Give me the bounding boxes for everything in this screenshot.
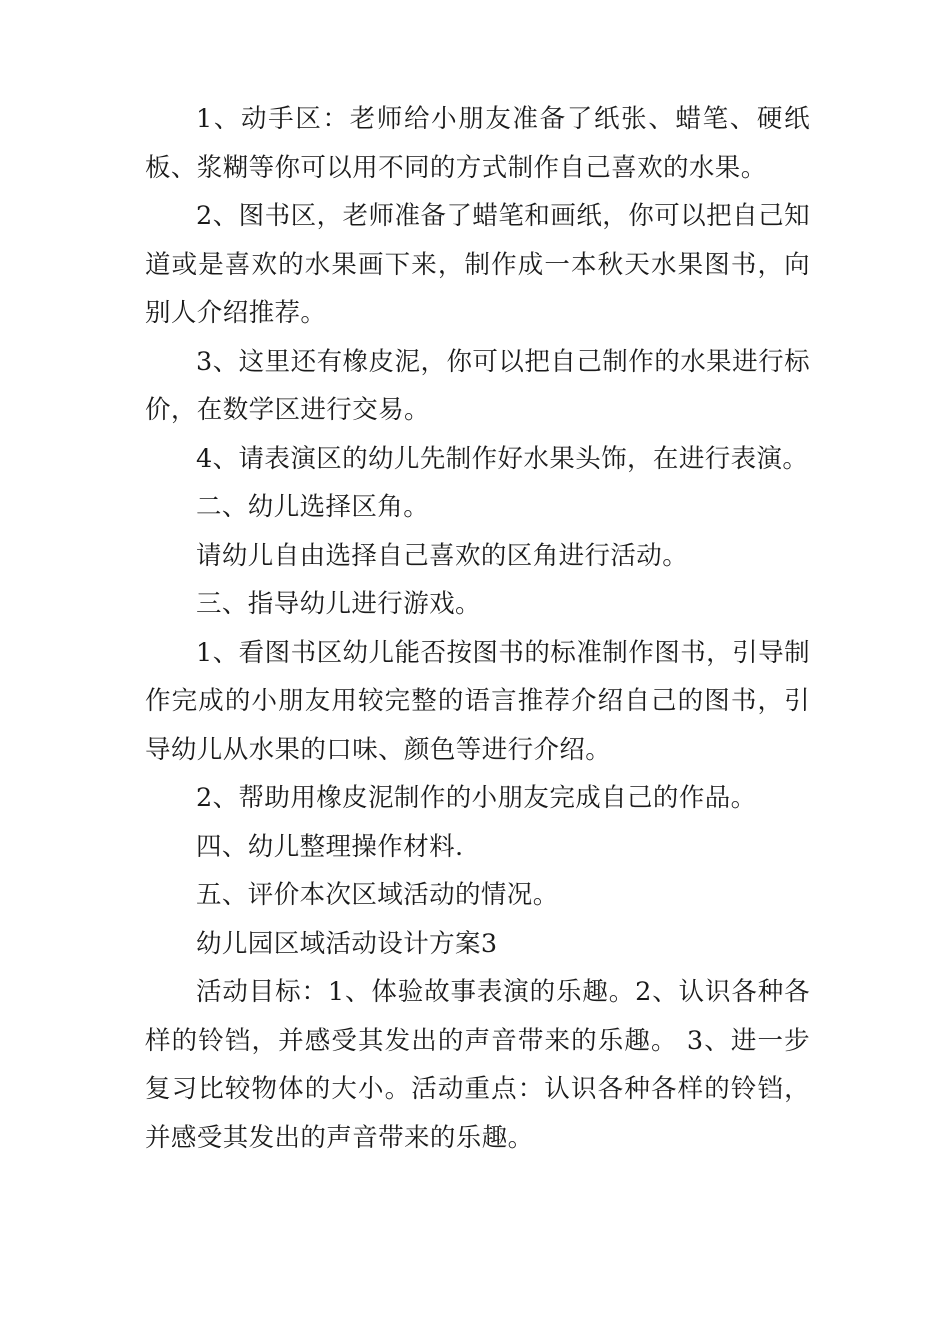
paragraph-free-choice: 请幼儿自由选择自己喜欢的区角进行活动。 (196, 540, 689, 571)
heading-guide-games: 三、指导幼儿进行游戏。 (196, 589, 481, 619)
paragraph-handcraft-area: 1、动手区：老师给小朋友准备了纸张、蜡笔、硬纸板、浆糊等你可以用不同的方式制作自己喜欢的水果。 (145, 104, 810, 183)
document-body (145, 95, 810, 1162)
paragraph-help-plasticine: 2、帮助用橡皮泥制作的小朋友完成自己的作品。 (196, 783, 757, 813)
paragraph-activity-goals: 活动目标：1、体验故事表演的乐趣。2、认识各种各样的铃铛，并感受其发出的声音带来的乐趣。 3、进一步复习比较物体的大小。活动重点：认识各种各样的铃铛，并感受其发出的声音带来的乐趣。 (145, 977, 810, 1153)
heading-tidy-materials: 四、幼儿整理操作材料. (196, 831, 464, 862)
heading-choose-area: 二、幼儿选择区角。 (196, 492, 430, 522)
paragraph-plasticine: 3、这里还有橡皮泥，你可以把自己制作的水果进行标价，在数学区进行交易。 (145, 346, 810, 425)
paragraph-performance-area: 4、请表演区的幼儿先制作好水果头饰，在进行表演。 (196, 443, 809, 474)
paragraph-book-area: 2、图书区，老师准备了蜡笔和画纸，你可以把自己知道或是喜欢的水果画下来，制作成一本秋天水果图书，向别人介绍推荐。 (145, 201, 810, 328)
heading-evaluate: 五、评价本次区域活动的情况。 (196, 880, 559, 910)
section-title-plan-3: 幼儿园区域活动设计方案3 (196, 928, 498, 959)
paragraph-guide-book-area: 1、看图书区幼儿能否按图书的标准制作图书，引导制作完成的小朋友用较完整的语言推荐介绍自己的图书，引导幼儿从水果的口味、颜色等进行介绍。 (145, 637, 810, 765)
